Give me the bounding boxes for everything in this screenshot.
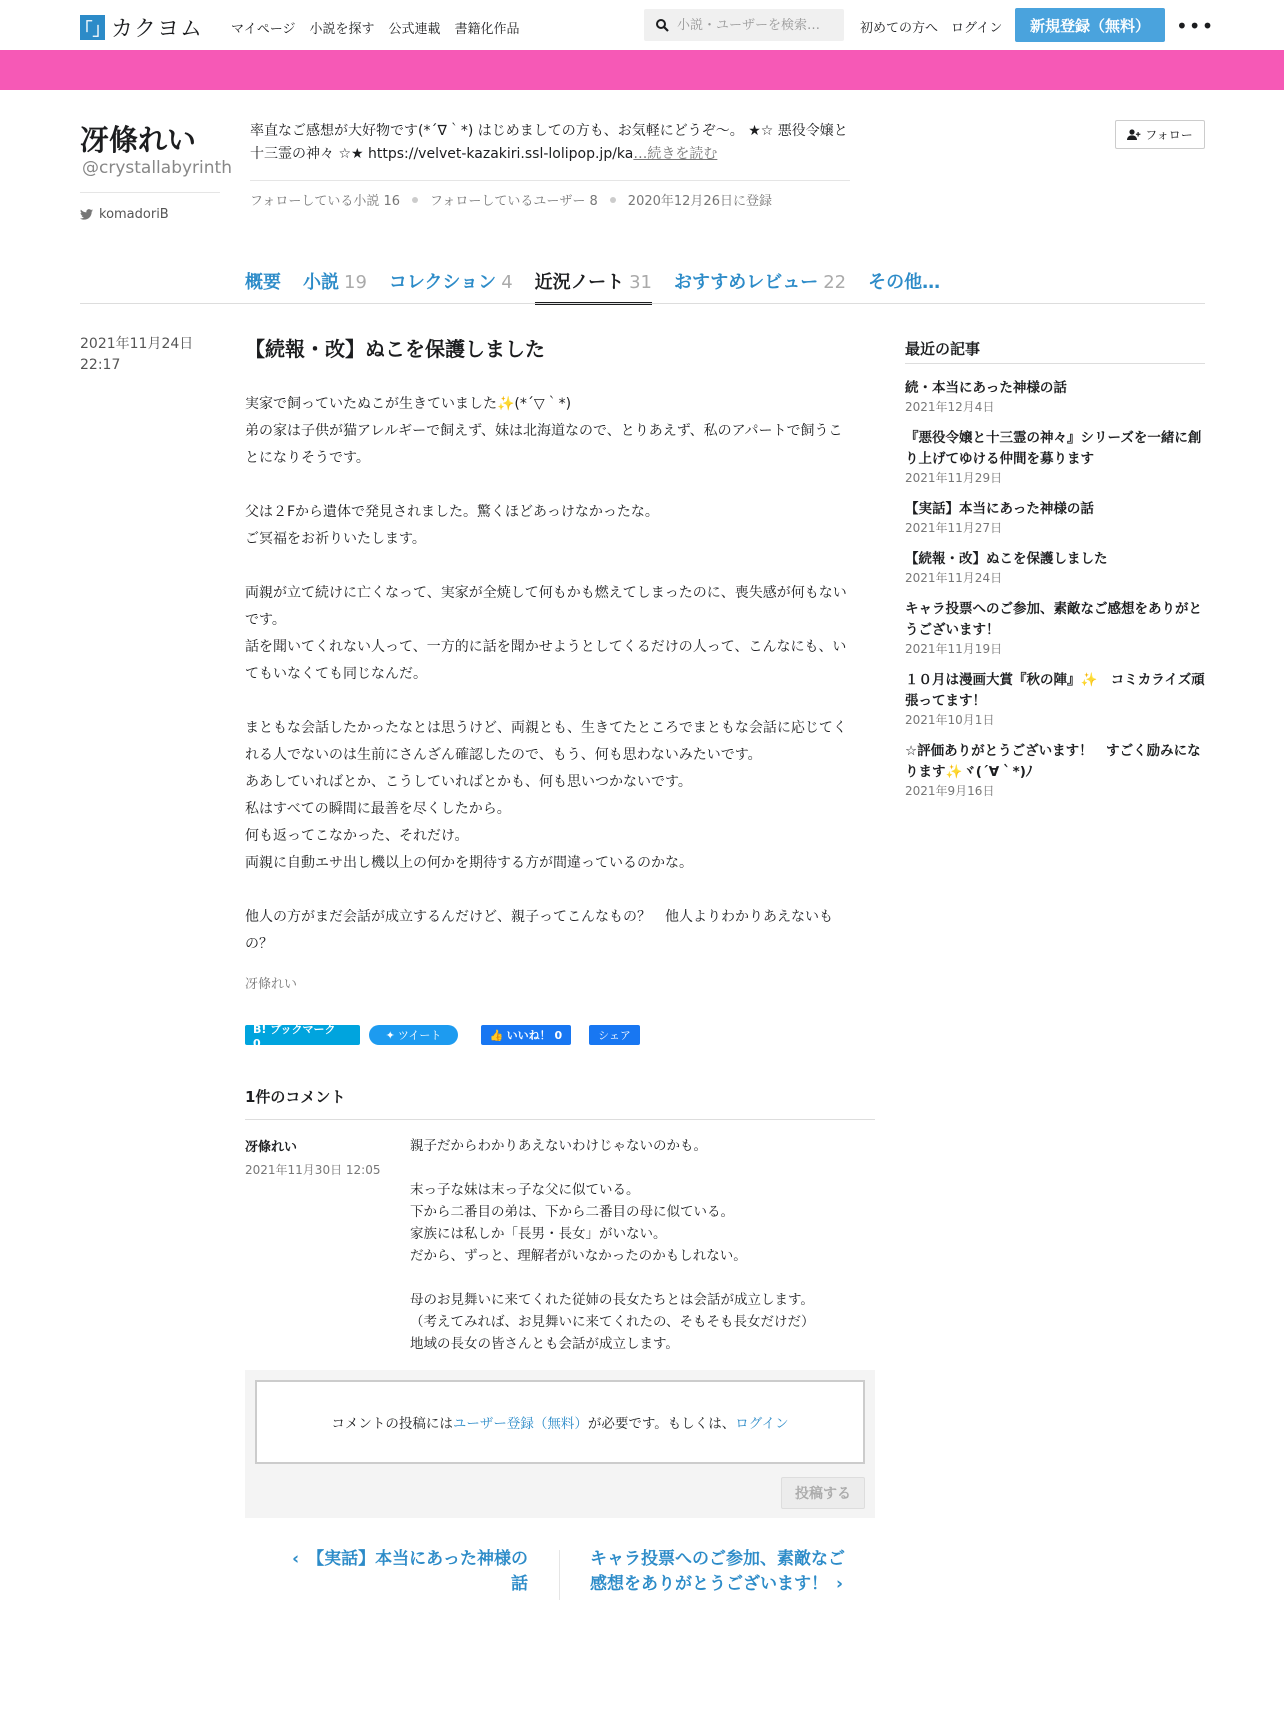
article-date-day: 2021年11月24日 [80,336,194,352]
recent-article-title: 【実話】本当にあった神様の話 [905,501,1094,517]
site-logo[interactable] [75,12,204,43]
recent-articles-list [905,378,1205,812]
recent-article-date: 2021年11月19日 [905,642,1003,656]
profile-stats-divider [250,180,850,181]
tab-count: 31 [629,272,653,293]
tab-label: 概要 [245,272,281,293]
recent-article-item[interactable] [905,549,1205,586]
nav-published-works[interactable]: 書籍化作品 [454,22,520,37]
next-article-title: キャラ投票へのご参加、素敵なご感想をありがとうございます！ [590,1549,845,1594]
recent-article-date: 2021年9月16日 [905,784,995,798]
separator-dot [412,197,418,203]
comments-title: 1件のコメント [245,1088,346,1106]
comment-form [245,1370,875,1518]
chevron-left-icon: ‹ [292,1549,300,1569]
twitter-link[interactable] [80,207,169,222]
tab-reviews[interactable] [674,268,846,305]
comment-paragraph: 母のお見舞いに来てくれた従姉の長女たちとは会話が成立します。 （考えてみれば、お見舞いに来てくれたの、そもそも長女だけだ） 地域の長女の皆さんとも会話が成立します。 [410,1292,815,1352]
tab-label: 小説 [303,272,339,293]
twitter-bird-icon [80,209,93,220]
hatena-bookmark-button[interactable]: B! ブックマーク 0 [245,1025,360,1045]
article-date [80,334,210,376]
recent-article-item[interactable] [905,670,1205,728]
recent-article-item[interactable] [905,741,1205,799]
comment-body [410,1135,870,1377]
stat-registered-date: 2020年12月26日に登録 [627,194,772,209]
logo-text: カクヨム [111,17,204,42]
recent-article-item[interactable] [905,599,1205,657]
logo-mark: 「」 [80,15,105,40]
read-more-link[interactable]: …続きを読む [633,146,718,162]
tab-news-notes[interactable] [535,268,652,305]
article-paragraph: まともな会話したかったなとは思うけど、両親とも、生きてたところでまともな会話に応じてくれる人でないのは生前にさんざん確認したので、もう、何も思わないみたいです。 ああしていればとか、こうしていればとかも、何も思いつかないです。 私はすべての瞬間に最善を尽くしたから。 何も返ってこなかった、それだけ。 両親に自動エサ出し機以上の何かを期待する方が間違っているのかな。 [245,720,847,871]
recent-article-date: 2021年10月1日 [905,713,995,727]
recent-article-date: 2021年12月4日 [905,400,995,414]
tweet-label: ツイート [397,1029,442,1042]
share-buttons [245,1022,640,1050]
tab-label: コレクション [388,272,497,293]
recent-articles-title: 最近の記事 [905,340,981,358]
thumbs-up-icon: 👍 [489,1028,504,1042]
article-title: 【続報・改】ぬこを保護しました [245,337,545,361]
tab-label: その他… [868,272,941,293]
tab-overview[interactable] [245,268,281,305]
recent-article-title: 続・本当にあった神様の話 [905,380,1067,396]
comment-paragraph: 末っ子な妹は末っ子な父に似ている。 下から二番目の弟は、下から二番目の母に似ている。 家族には私しか「長男・長女」がいない。 だから、ずっと、理解者がいなかったのかもしれない。 [410,1182,747,1264]
comments-divider [245,1119,875,1120]
tab-more[interactable] [868,268,940,305]
article-paragraph: 実家で飼っていたぬこが生きていました✨(*´▽｀*) 弟の家は子供が猫アレルギーで飼えず、妹は北海道なので、とりあえず、私のアパートで飼うことになりそうです。 [245,396,843,466]
login-link[interactable]: ログイン [951,21,1003,36]
profile-divider [80,192,220,193]
tweet-button[interactable] [369,1025,458,1045]
profile-banner [0,50,1284,90]
like-label: いいね！ 0 [506,1029,563,1042]
site-header [0,0,1284,50]
article-paragraph: 他人の方がまだ会話が成立するんだけど、親子ってこんなもの？ 他人よりわかりあえないもの？ [245,909,833,952]
article-body [245,391,850,985]
recent-article-title: 『悪役令嬢と十三霊の神々』シリーズを一緒に創り上げてゆける仲間を募ります [905,430,1202,467]
tab-count: 4 [501,272,513,293]
stat-following-novels[interactable]: フォローしている小説 16 [250,194,401,209]
search-input[interactable] [677,18,837,33]
article-paragraph: 父は２Fから遺体で発見されました。驚くほどあっけなかったな。 ご冥福をお祈りいたします。 [245,504,659,547]
profile-handle: @crystallabyrinth [82,158,232,178]
tab-label: おすすめレビュー [674,272,819,293]
more-menu-icon[interactable]: ••• [1176,14,1215,38]
recent-article-date: 2021年11月27日 [905,521,1003,535]
recent-article-date: 2021年11月29日 [905,471,1003,485]
search-icon [656,19,669,32]
facebook-like-button[interactable] [481,1025,571,1045]
tab-novels[interactable] [303,268,367,305]
recent-article-title: キャラ投票へのご参加、素敵なご感想をありがとうございます！ [905,601,1202,638]
tab-label: 近況ノート [534,272,625,293]
nav-find-novels[interactable]: 小説を探す [309,22,375,37]
comment-date: 2021年11月30日 12:05 [245,1163,381,1177]
recent-article-item[interactable] [905,428,1205,486]
comment-author[interactable]: 冴條れい [245,1140,298,1155]
comment-login-notice [255,1380,865,1464]
global-nav [231,18,520,37]
article-date-time: 22:17 [80,357,121,373]
profile-stats [250,190,772,209]
first-time-link[interactable]: 初めての方へ [860,21,939,36]
notice-text: が必要です。もしくは、 [587,1416,736,1432]
pager-divider [559,1550,560,1600]
profile-tabs [245,268,940,305]
article-author: 冴條れい [245,977,298,992]
notice-text: コメントの投稿には [331,1416,453,1432]
recent-article-item[interactable] [905,378,1205,415]
next-article-link[interactable] [590,1547,850,1597]
prev-article-title: 【実話】本当にあった神様の話 [307,1549,528,1594]
user-plus-icon [1127,129,1141,140]
search-box [644,9,844,41]
recent-article-date: 2021年11月24日 [905,571,1003,585]
twitter-bird-icon: ✦ [385,1028,395,1042]
chevron-right-icon: › [836,1574,844,1594]
tabs-divider [80,303,1205,304]
comment-paragraph: 親子だからわかりあえないわけじゃないのかも。 [410,1138,707,1154]
header-links [860,17,1002,36]
comment-login-link[interactable]: ログイン [735,1416,789,1432]
nav-mypage[interactable]: マイページ [231,22,296,37]
follow-button[interactable] [1115,120,1205,149]
prev-article-link[interactable] [283,1547,528,1597]
recent-articles-divider [905,363,1205,364]
register-link[interactable]: ユーザー登録（無料） [452,1416,588,1432]
tab-collections[interactable] [389,268,513,305]
follow-button-label: フォロー [1145,128,1193,142]
profile-bio [250,120,850,166]
nav-official-series[interactable]: 公式連載 [388,22,441,37]
recent-article-title: ☆評価ありがとうございます！ すごく励みになります✨ヾ(´∀｀*)ﾉ [905,743,1201,780]
article-paragraph: 両親が立て続けに亡くなって、実家が全焼して何もかも燃えてしまったのに、喪失感が何もないです。 話を聞いてくれない人って、一方的に話を聞かせようとしてくるだけの人って、こんなにも、いてもいなくても同じなんだ。 [245,585,847,682]
recent-article-title: １０月は漫画大賞『秋の陣』✨ コミカライズ頑張ってます！ [905,672,1205,709]
recent-article-title: 【続報・改】ぬこを保護しました [905,551,1108,567]
profile-name: 冴條れい [80,123,197,157]
signup-button[interactable]: 新規登録（無料） [1015,8,1165,42]
facebook-share-button[interactable]: シェア [589,1025,640,1045]
recent-article-item[interactable] [905,499,1205,536]
twitter-handle: komadoriB [99,207,169,222]
profile-bio-text: 率直なご感想が大好物です(*´∇｀*) はじめましての方も、お気軽にどうぞ～。 ★☆ 悪役令嬢と十三霊の神々 ☆★ https://velvet-kazakiri.ssl-lolipop.jp/ka [250,123,848,162]
post-comment-button[interactable]: 投稿する [781,1477,865,1509]
stat-following-users[interactable]: フォローしているユーザー 8 [430,194,598,209]
tab-count: 22 [823,272,847,293]
tab-count: 19 [344,272,367,293]
separator-dot [610,197,616,203]
